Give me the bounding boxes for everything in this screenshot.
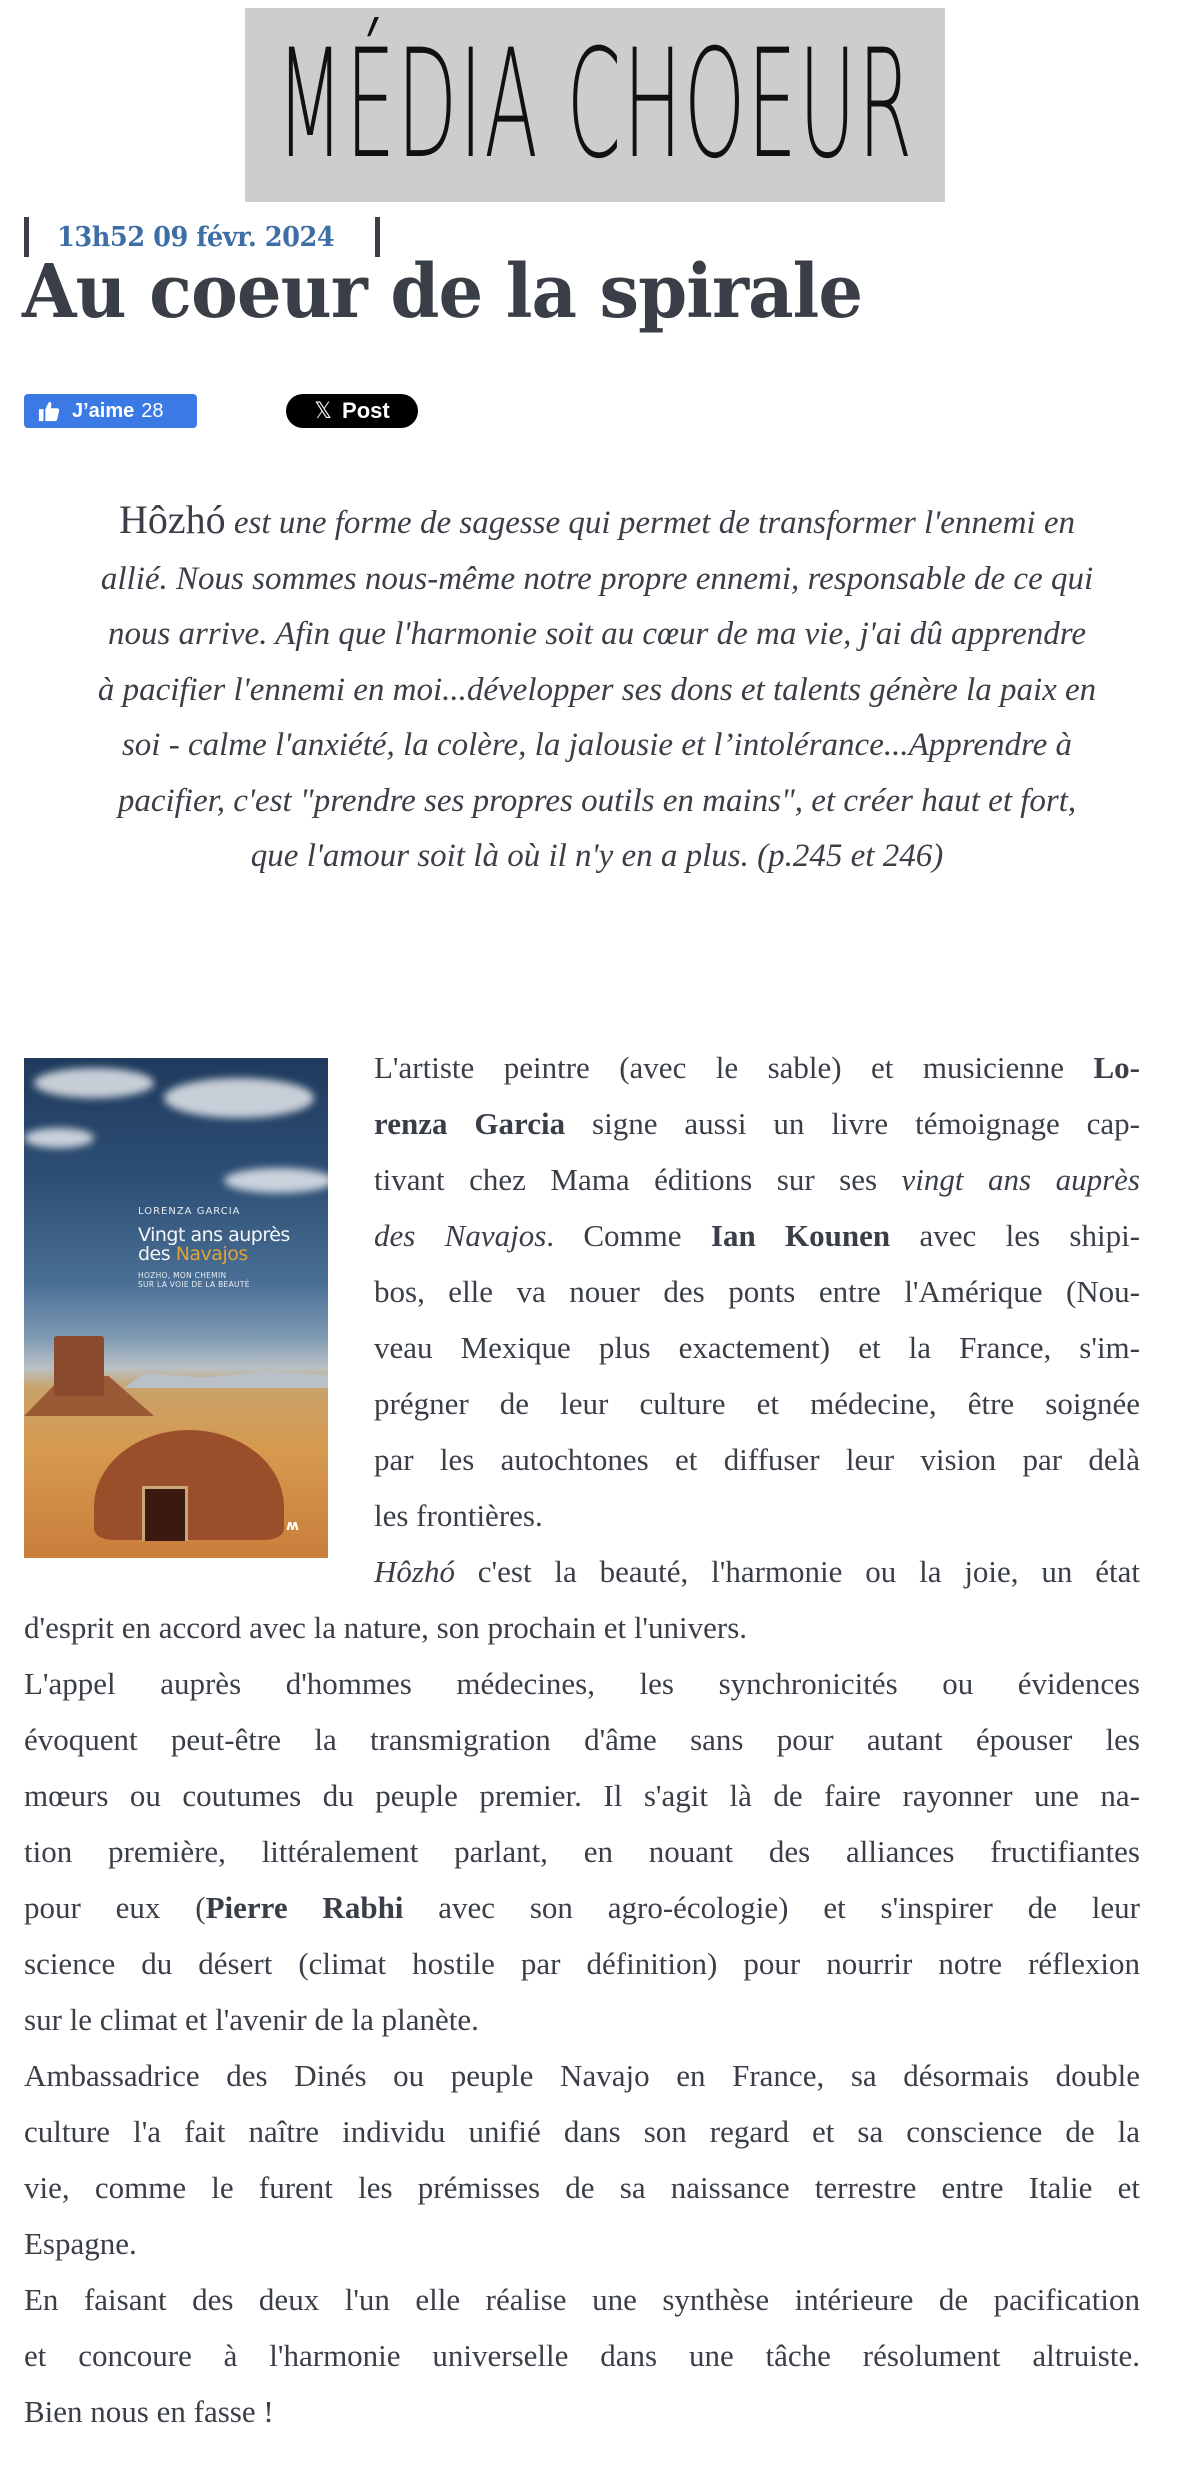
text-run: mœurs ou coutumes du peuple premier. Il s'agit là de faire rayonner une na- [24,1778,1140,1813]
text-run: pour eux ( [24,1890,206,1925]
quote-lead-word: Hôzhó [119,497,226,542]
text-run: prégner de leur culture et médecine, être soignée [374,1386,1140,1421]
article-line [24,1824,1140,1880]
article-line [24,2104,1140,2160]
article-line [24,1880,1140,1936]
text-run: tion première, littéralement parlant, en nouant des alliances fructifiantes [24,1834,1140,1869]
article-line [24,2272,1140,2328]
article-line [24,1768,1140,1824]
cover-title: Vingt ans auprès des Navajos [138,1224,290,1265]
article-line [374,1544,1140,1600]
text-run: . Comme [546,1218,711,1253]
thumbs-up-icon [38,400,60,422]
text-run: sur le climat et l'avenir de la planète. [24,2002,479,2037]
text-run: c'est la beauté, l'harmonie ou la joie, un état [454,1554,1140,1589]
article-line [374,1208,1140,1264]
text-run: avec son agro-écologie) et s'inspirer de leur [403,1890,1140,1925]
article-line [24,1936,1140,1992]
article-line [24,1656,1140,1712]
like-count: 28 [141,399,164,422]
article-line [24,2048,1140,2104]
site-logo[interactable] [245,8,945,202]
quote-line: à pacifier l'ennemi en moi...développer ses dons et talents génère la paix en [97,671,1097,708]
text-run: Ambassadrice des Dinés ou peuple Navajo en France, sa désormais double [24,2058,1140,2093]
text-run: bos, elle va nouer des ponts entre l'Amérique (Nou- [374,1274,1140,1309]
text-run: culture l'a fait naître individu unifié dans son regard et sa conscience de la [24,2114,1140,2149]
italic-text: des Navajos [374,1218,547,1253]
article-line [374,1152,1140,1208]
text-run: L'appel auprès d'hommes médecines, les synchronicités ou évidences [24,1666,1140,1701]
facebook-like-button[interactable] [24,394,197,428]
text-run: par les autochtones et diffuser leur vision par delà [374,1442,1140,1477]
text-run: d'esprit en accord avec la nature, son prochain et l'univers. [24,1610,748,1645]
bold-text: Ian Kounen [710,1218,891,1253]
article-line [374,1264,1140,1320]
text-run: Espagne. [24,2226,137,2261]
text-run: et concoure à l'harmonie universelle dans une tâche résolument altruiste. [24,2338,1140,2373]
publish-date: 13h52 09 févr. 2024 [57,221,335,253]
cover-subtitle: HOZHO, MON CHEMIN SUR LA VOIE DE LA BEAUTÉ [138,1271,250,1289]
article-line [24,2384,1140,2440]
pull-quote [24,492,1170,885]
text-run: tivant chez Mama éditions sur ses [374,1162,902,1197]
publisher-logo-icon: ʍ [286,1518,299,1534]
text-run: signe aussi un livre témoignage cap- [565,1106,1140,1141]
logo-text: MÉDIA CHOEUR [276,18,914,192]
quote-line: nous arrive. Afin que l'harmonie soit au cœur de ma vie, j'ai dû apprendre [107,616,1087,652]
article-line [24,1600,1140,1656]
article-line [24,2160,1140,2216]
article-line [24,1712,1140,1768]
text-run: veau Mexique plus exactement) et la France, s'im- [374,1330,1140,1365]
bold-text: Lo- [1093,1050,1140,1085]
bold-text: Pierre Rabhi [205,1890,404,1925]
text-run: les frontières. [374,1498,543,1533]
x-post-button[interactable] [286,394,418,428]
article-line [24,1992,1140,2048]
quote-line: allié. Nous sommes nous-même notre propre ennemi, responsable de ce qui [100,560,1094,597]
article-line [374,1432,1140,1488]
text-run: L'artiste peintre (avec le sable) et musicienne [374,1050,1094,1085]
article-line [374,1320,1140,1376]
text-run: évoquent peut-être la transmigration d'âme sans pour autant épouser les [24,1722,1140,1757]
text-run: Bien nous en fasse ! [24,2394,274,2429]
italic-text: vingt ans auprès [901,1162,1140,1197]
bold-text: renza Garcia [374,1106,566,1141]
text-run: avec les shipi- [890,1218,1140,1253]
like-label: J’aime [72,399,135,422]
quote-line: Hôzhó est une forme de sagesse qui permet de transformer l'ennemi en [119,497,1075,542]
post-label: Post [342,398,390,423]
text-run: science du désert (climat hostile par définition) pour nourrir notre réflexion [24,1946,1140,1981]
article-line [374,1040,1140,1096]
italic-text: Hôzhó [374,1554,455,1589]
text-run: vie, comme le furent les prémisses de sa naissance terrestre entre Italie et [24,2170,1140,2205]
article-line [374,1376,1140,1432]
quote-line: pacifier, c'est "prendre ses propres outils en mains", et créer haut et fort, [117,782,1077,819]
article-title: Au coeur de la spirale [22,249,863,335]
text-run: En faisant des deux l'un elle réalise une synthèse intérieure de pacification [24,2282,1140,2317]
x-logo-icon: 𝕏 [314,398,333,424]
quote-line: que l'amour soit là où il n'y en a plus. (p.245 et 246) [250,838,944,874]
article-line [374,1096,1140,1152]
article-body [24,1040,1140,2440]
cover-author: LORENZA GARCIA [138,1206,241,1217]
quote-line: soi - calme l'anxiété, la colère, la jalousie et l’intolérance...Apprendre à [121,727,1073,763]
article-line [24,2216,1140,2272]
article-line [374,1488,1140,1544]
article-line [24,2328,1140,2384]
